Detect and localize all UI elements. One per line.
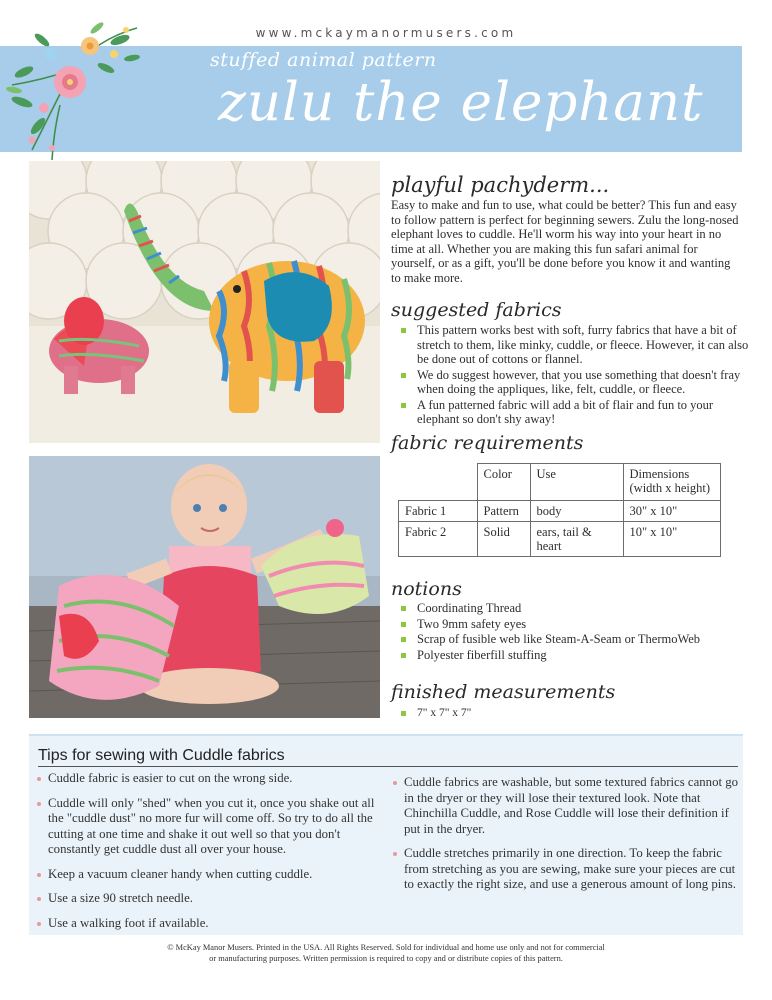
table-header-cell [399,464,478,501]
copyright-footer [0,942,772,964]
list-item: Coordinating Thread [391,601,751,616]
list-item: Use a walking foot if available. [36,916,386,932]
list-item: Cuddle fabrics are washable, but some textured fabrics cannot go in the dryer or they will lose their textured look. Note that Chinchilla Cuddle, and Rose Cuddle will lose their definition if put in the dryer. [392,775,742,837]
suggested-fabrics-list [391,323,751,428]
footer-line: or manufacturing purposes. Written permission is required to copy and or distribute copies of this pattern. [209,954,563,963]
table-cell: 30" x 10" [623,501,720,522]
finished-measurements-heading: finished measurements [391,681,616,703]
list-item: Polyester fiberfill stuffing [391,648,751,663]
table-cell: Fabric 2 [399,522,478,557]
notions-heading: notions [391,578,462,600]
fabric-requirements-table [398,463,721,557]
list-item: Cuddle will only "shed" when you cut it, once you shake out all the "cuddle dust" no more fur will come off. So try to do all the cutting at one time and shake it out well so that you don't constantly get cuddle dust all over your house. [36,796,386,858]
intro-paragraph: Easy to make and fun to use, what could be better? This fun and easy to follow pattern is perfect for beginning sewers. Zulu the long-nosed elephant loves to cuddle. He'll worm his way into your heart in no time at all. Whether you are making this fun safari animal for yourself, or as a gift, you'll be done before you know it and wanting to make more. [391,198,739,285]
baby-photo [29,456,380,718]
suggested-fabrics-heading: suggested fabrics [391,299,562,321]
finished-measurements-list [391,706,691,722]
list-item: Scrap of fusible web like Steam-A-Seam or ThermoWeb [391,632,751,647]
table-row [399,501,721,522]
fabric-requirements-heading: fabric requirements [391,432,584,454]
list-item: We do suggest however, that you use something that doesn't fray when doing the appliques, like, felt, cuddle, or fleece. [391,368,751,397]
elephants-photo [29,161,380,443]
intro-heading: playful pachyderm... [391,173,610,197]
divider [38,766,738,767]
table-row [399,522,721,557]
table-header-cell: Color [477,464,530,501]
website-url: www.mckaymanormusers.com [255,26,517,40]
divider [29,734,743,736]
list-item: A fun patterned fabric will add a bit of flair and fun to your elephant so don't shy away! [391,398,751,427]
list-item: Cuddle fabric is easier to cut on the wrong side. [36,771,386,787]
table-cell: ears, tail & heart [530,522,623,557]
tips-left-list [36,771,386,940]
footer-line: © McKay Manor Musers. Printed in the USA. All Rights Reserved. Sold for individual and home use only and not for commercial [167,943,605,952]
list-item: Two 9mm safety eyes [391,617,751,632]
tips-right-list [392,775,742,902]
floral-decoration-icon [2,10,152,170]
list-item: Use a size 90 stretch needle. [36,891,386,907]
list-item: This pattern works best with soft, furry fabrics that have a bit of stretch to them, like minky, cuddle, or fleece. However, it can also be done out of cottons or flannel. [391,323,751,367]
table-cell: Fabric 1 [399,501,478,522]
notions-list [391,601,751,663]
list-item: Cuddle stretches primarily in one direction. To keep the fabric from stretching as you are sewing, make sure your pieces are cut to exactly the right size, and use a generous amount of long pins. [392,846,742,893]
pattern-subtitle: stuffed animal pattern [210,49,437,71]
list-item: Keep a vacuum cleaner handy when cutting cuddle. [36,867,386,883]
table-cell: body [530,501,623,522]
table-header-cell: Dimensions (width x height) [623,464,720,501]
list-item: 7" x 7" x 7" [391,706,691,721]
table-header-row [399,464,721,501]
table-cell: Pattern [477,501,530,522]
pattern-title: zulu the elephant [218,72,704,133]
table-header-cell: Use [530,464,623,501]
table-cell: Solid [477,522,530,557]
table-cell: 10" x 10" [623,522,720,557]
tips-title: Tips for sewing with Cuddle fabrics [38,747,285,764]
